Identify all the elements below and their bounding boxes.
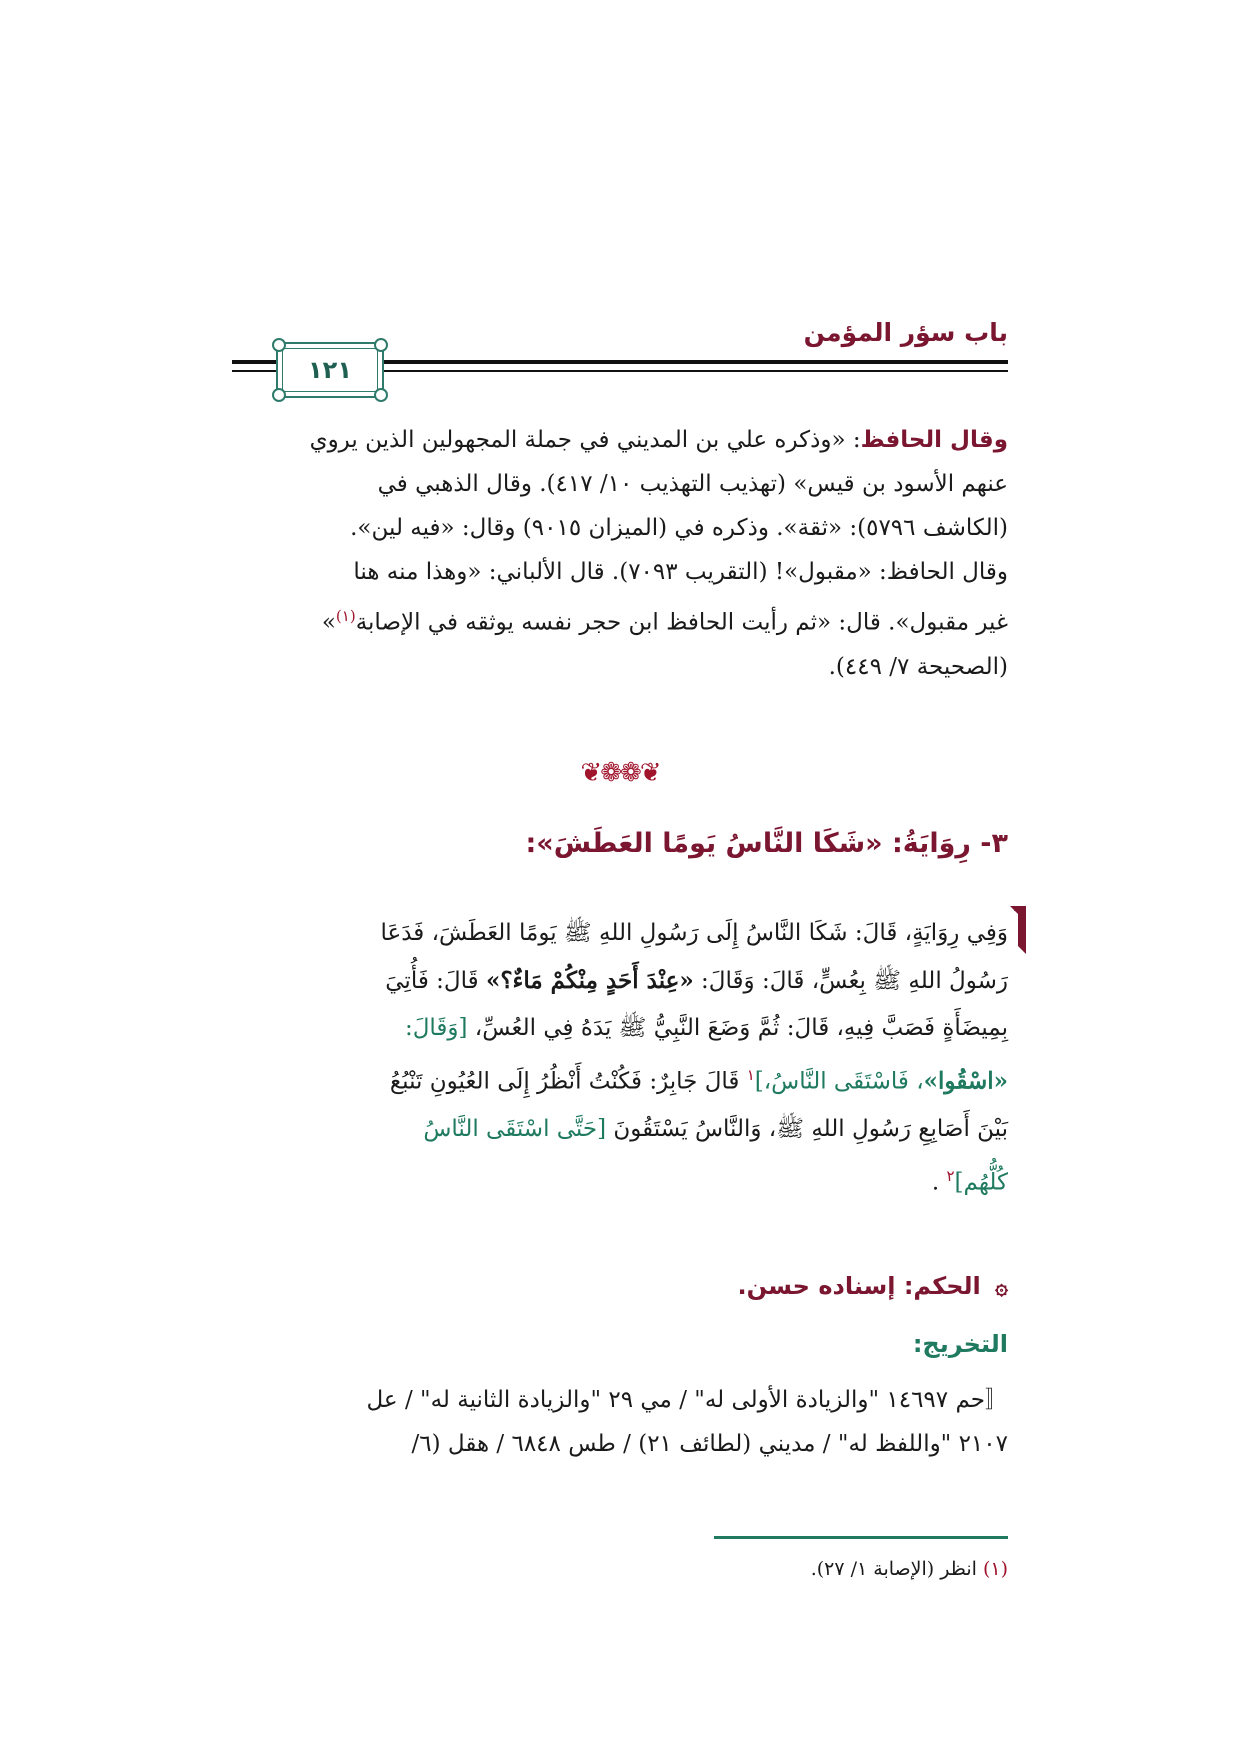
footnote — [811, 1558, 1008, 1580]
section-title: ٣- رِوَايَةُ: «شَكَا النَّاسُ يَومًا العَطَشَ»: — [525, 828, 1008, 859]
hadith-line: بَيْنَ أَصَابِعِ رَسُولِ اللهِ ﷺ، وَالنَّاسُ يَسْتَقُونَ [حَتَّى اسْتَقَى النَّاسُ — [423, 1115, 1008, 1142]
takhrij-label: التخريج: — [912, 1330, 1008, 1358]
running-title: باب سؤر المؤمن — [803, 318, 1008, 347]
hadith-line: بِمِيضَأَةٍ فَصَبَّ فِيهِ، قَالَ: ثُمَّ وَضَعَ النَّبِيُّ ﷺ يَدَهُ فِي العُسِّ، [وَقَالَ: — [404, 1015, 1008, 1041]
frame-corner-ornament — [374, 338, 388, 352]
prophetic-speech: «عِنْدَ أَحَدٍ مِنْكُمْ مَاءٌ؟» — [485, 967, 694, 994]
takhrij-line: ٢١٠٧ "واللفظ له" / مديني (لطائف ٢١) / طس ٦٨٤٨ / هقل (٦/ — [411, 1431, 1008, 1457]
intro-line: وقال الحافظ: «وذكره علي بن المديني في جملة المجهولين الذين يروي — [309, 427, 1008, 453]
intro-line: غير مقبول». قال: «ثم رأيت الحافظ ابن حجر نفسه يوثقه في الإصابة$^{(١)}$» — [321, 607, 1008, 636]
hadith-line: وَفِي رِوَايَةٍ، قَالَ: شَكَا النَّاسُ إِلَى رَسُولِ اللهِ ﷺ يَومًا العَطَشَ، فَدَعَا — [380, 920, 1008, 946]
hadith-line: كُلُّهُم]$^٢$ . — [931, 1166, 1008, 1196]
hadith-line: «اسْقُوا»، فَاسْتَقَى النَّاسُ،]$^١$ قَالَ جَابِرٌ: فَكُنْتُ أَنْظُرُ إِلَى العُيُونِ تَنْبُعُ — [389, 1066, 1008, 1095]
page-header — [232, 318, 1008, 386]
footnote-reference[interactable]: (١) — [335, 607, 356, 625]
addition-reference[interactable]: ٢ — [946, 1166, 955, 1185]
hadith-line: رَسُولُ اللهِ ﷺ بِعُسٍّ، قَالَ: وَقَالَ: «عِنْدَ أَحَدٍ مِنْكُمْ مَاءٌ؟» قَالَ: فَأُتِيَ — [385, 967, 1008, 994]
ruling-label: الحكم: — [903, 1272, 981, 1300]
ruling-value: إسناده حسن. — [737, 1272, 896, 1300]
intro-line: وقال الحافظ: «مقبول»! (التقريب ٧٠٩٣). قال الألباني: «وهذا منه هنا — [353, 559, 1008, 585]
addition-reference[interactable]: ١ — [746, 1066, 755, 1084]
addition-text: [وَقَالَ: — [404, 1015, 468, 1041]
intro-paragraph — [232, 418, 1008, 689]
addition-text: ، فَاسْتَقَى النَّاسُ،] — [754, 1068, 924, 1095]
page-number: ١٢١ — [308, 356, 352, 384]
hadith-block — [232, 910, 1008, 1206]
intro-line: (الصحيحة ٧/ ٤٤٩). — [828, 653, 1008, 680]
ruling — [738, 1272, 1008, 1300]
corner-ornament-icon — [988, 904, 1028, 956]
footnote-separator — [714, 1536, 1008, 1539]
addition-text: [حَتَّى اسْتَقَى النَّاسُ — [423, 1115, 607, 1142]
page-number-frame — [276, 342, 384, 398]
footnote-number: (١) — [982, 1558, 1008, 1580]
addition-text: كُلُّهُم] — [954, 1169, 1008, 1196]
prophetic-speech: «اسْقُوا» — [923, 1067, 1008, 1095]
section-divider-ornament: ❦❁❁❦ — [580, 758, 660, 788]
frame-corner-ornament — [374, 388, 388, 402]
frame-corner-ornament — [272, 388, 286, 402]
takhrij-line: 〚حم ١٤٦٩٧ "والزيادة الأولى له" / مي ٢٩ "والزيادة الثانية له" / عل — [366, 1387, 1008, 1413]
intro-line: (الكاشف ٥٧٩٦): «ثقة». وذكره في (الميزان ٩٠١٥) وقال: «فيه لين». — [350, 515, 1008, 541]
intro-lead: وقال الحافظ — [860, 427, 1008, 453]
footnote-text: انظر (الإصابة ١/ ٢٧). — [810, 1558, 983, 1580]
rosette-icon: ۞ — [995, 1275, 1008, 1300]
frame-corner-ornament — [272, 338, 286, 352]
takhrij-text — [232, 1378, 1008, 1466]
intro-line: عنهم الأسود بن قيس» (تهذيب التهذيب ١٠/ ٤١٧). وقال الذهبي في — [377, 471, 1008, 497]
